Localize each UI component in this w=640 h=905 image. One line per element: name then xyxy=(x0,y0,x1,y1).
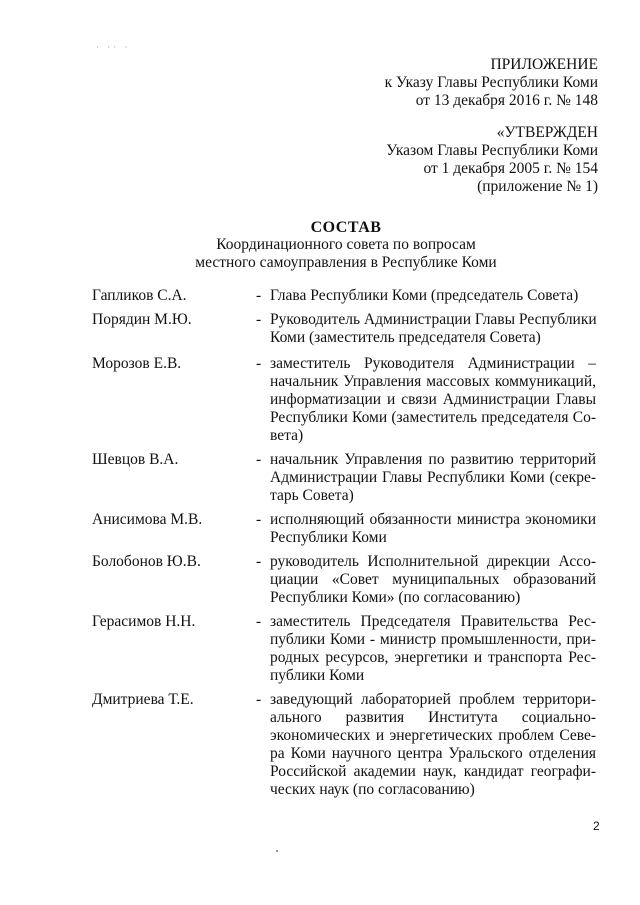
member-role-line: родных ресурсов, энергетики и транспорта Рес- xyxy=(270,649,596,666)
member-dash: - xyxy=(256,553,262,570)
member-role-line: исполняющий обязанности министра экономики xyxy=(270,511,596,528)
member-role-line: заместитель Руководителя Администрации – xyxy=(270,355,596,372)
member-role-line: Руководитель Администрации Главы Республики xyxy=(270,311,597,328)
subtitle-line: Координационного совета по вопросам xyxy=(216,236,476,253)
member-role-line: информатизации и связи Администрации Главы xyxy=(270,391,596,408)
scan-speck xyxy=(276,850,278,852)
member-role-line: Республики Коми xyxy=(270,529,387,546)
member-role-line: заместитель Председателя Правительства Рес- xyxy=(270,613,596,630)
member-role xyxy=(270,355,596,445)
member-row xyxy=(92,691,598,799)
member-row xyxy=(92,613,598,685)
appendix-header xyxy=(385,56,598,110)
member-dash: - xyxy=(256,691,262,708)
member-dash: - xyxy=(256,355,262,372)
scan-artifact: · ·· · xyxy=(96,42,131,52)
approval-line: «УТВЕРЖДЕН xyxy=(496,124,598,141)
member-role xyxy=(270,553,596,607)
appendix-header-line: ПРИЛОЖЕНИЕ xyxy=(490,56,598,73)
member-name: Порядин М.Ю. xyxy=(92,311,192,328)
member-role-line: Российской академии наук, кандидат географи- xyxy=(270,763,596,780)
member-role-line: начальник Управления по развитию территорий xyxy=(270,451,596,468)
member-role-line: Администрации Главы Республики Коми (секре- xyxy=(270,469,596,486)
member-role-line: начальник Управления массовых коммуникаций, xyxy=(270,373,596,390)
member-row xyxy=(92,451,598,505)
member-role-line: ческих наук (по согласованию) xyxy=(270,781,475,798)
appendix-header-line: к Указу Главы Республики Коми xyxy=(384,74,598,91)
member-role xyxy=(270,511,596,547)
member-dash: - xyxy=(256,613,262,630)
member-role xyxy=(270,691,596,799)
member-dash: - xyxy=(256,511,262,528)
member-role-line: циации «Совет муниципальных образований xyxy=(270,571,596,588)
members-list xyxy=(92,287,598,799)
member-row xyxy=(92,311,598,347)
member-role-line: Коми (заместитель председателя Совета) xyxy=(270,329,541,346)
document-title: СОСТАВ xyxy=(310,219,382,236)
member-name: Дмитриева Т.Е. xyxy=(92,691,194,708)
member-role xyxy=(270,287,596,305)
page-number: 2 xyxy=(593,819,600,833)
member-role-line: руководитель Исполнительной дирекции Ассо- xyxy=(270,553,596,570)
appendix-header-line: от 13 декабря 2016 г. № 148 xyxy=(415,92,598,109)
member-role xyxy=(270,451,596,505)
member-row xyxy=(92,287,598,305)
member-name: Болобонов Ю.В. xyxy=(92,553,201,570)
subtitle-line: местного самоуправления в Республике Коми xyxy=(195,254,497,271)
member-role-line: Республики Коми (заместитель председателя Со- xyxy=(270,409,596,426)
member-row xyxy=(92,511,598,547)
member-dash: - xyxy=(256,451,262,468)
member-role-line: публики Коми - министр промышленности, при- xyxy=(270,631,596,648)
member-row xyxy=(92,355,598,445)
member-role-line: Республики Коми» (по согласованию) xyxy=(270,589,521,606)
member-role-line: ального развития Института социально- xyxy=(270,709,596,726)
approval-line: (приложение № 1) xyxy=(477,178,598,195)
approval-block xyxy=(386,124,598,196)
member-role-line: заведующий лабораторией проблем территори- xyxy=(270,691,596,708)
approval-line: от 1 декабря 2005 г. № 154 xyxy=(423,160,598,177)
member-name: Анисимова М.В. xyxy=(92,511,203,528)
member-role xyxy=(270,613,596,685)
member-dash: - xyxy=(256,311,262,328)
document-subtitle xyxy=(0,236,640,272)
member-role-line: вета) xyxy=(270,427,304,444)
member-name: Шевцов В.А. xyxy=(92,451,179,468)
member-dash: - xyxy=(256,287,262,304)
member-role-line: экономических и энергетических проблем Севе- xyxy=(270,727,596,744)
member-name: Герасимов Н.Н. xyxy=(92,613,196,630)
approval-line: Указом Главы Республики Коми xyxy=(386,142,598,159)
member-role-line: публики Коми xyxy=(270,667,365,684)
member-row xyxy=(92,553,598,607)
member-name: Гапликов С.А. xyxy=(92,287,187,304)
member-name: Морозов Е.В. xyxy=(92,355,182,372)
member-role xyxy=(270,311,596,347)
member-role-line: тарь Совета) xyxy=(270,487,354,504)
member-role-line: Глава Республики Коми (председатель Совета) xyxy=(270,287,579,304)
member-role-line: ра Коми научного центра Уральского отделения xyxy=(270,745,596,762)
